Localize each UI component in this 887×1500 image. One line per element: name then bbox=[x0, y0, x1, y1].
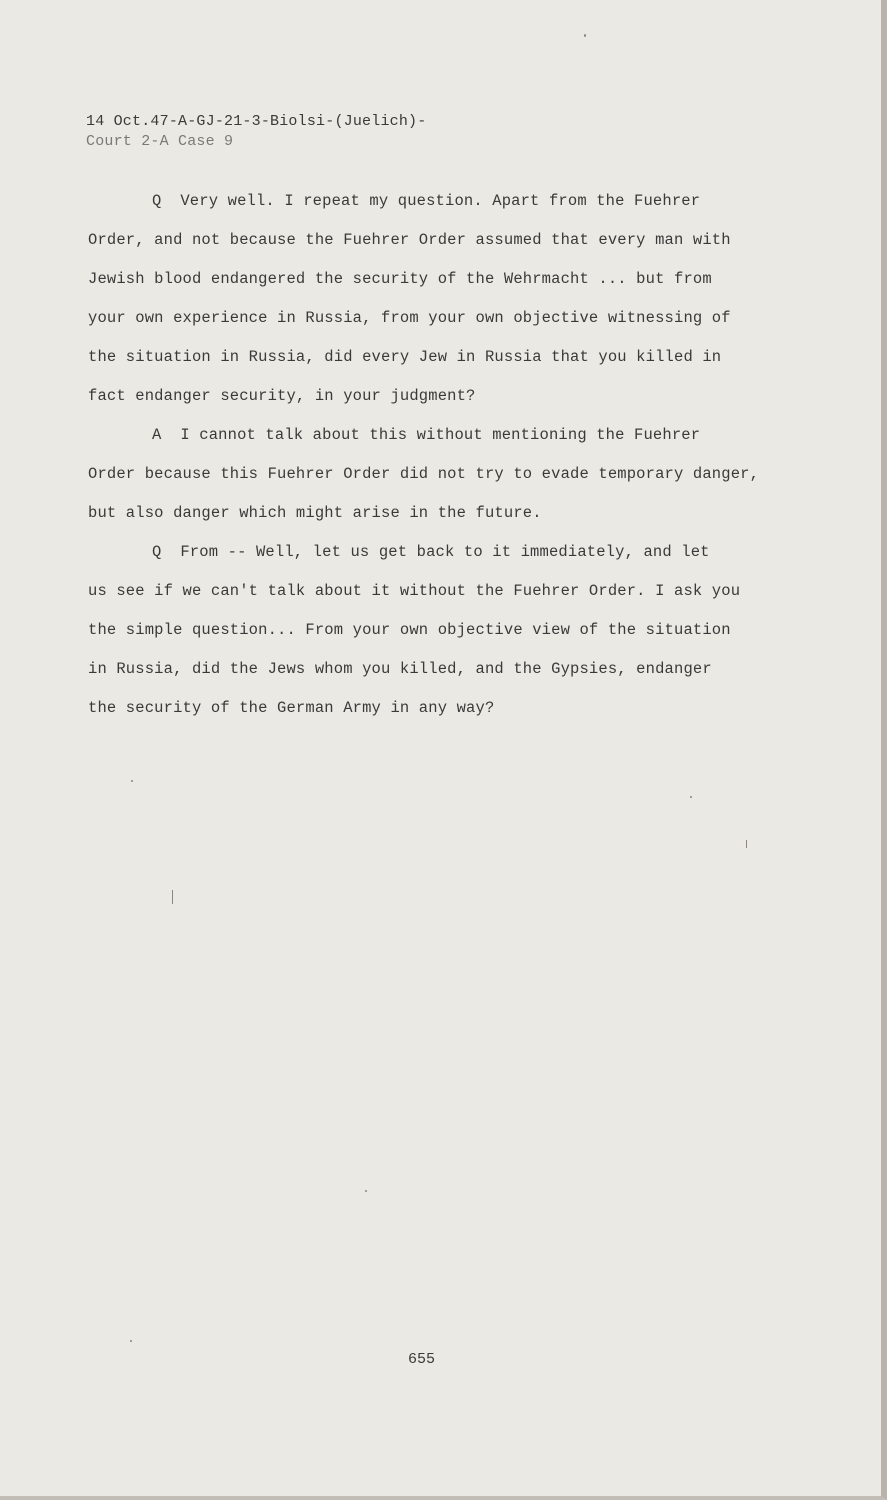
paragraph-answer-1 bbox=[88, 416, 788, 533]
text-line: us see if we can't talk about it without the Fuehrer Order. I ask you bbox=[88, 582, 741, 600]
header-line-2: Court 2-A Case 9 bbox=[86, 133, 234, 150]
text-line: your own experience in Russia, from your own objective witnessing of bbox=[88, 309, 731, 327]
paper-speck bbox=[172, 890, 173, 904]
paper-speck bbox=[584, 34, 586, 37]
paper-speck bbox=[365, 1190, 367, 1192]
text-line: but also danger which might arise in the future. bbox=[88, 504, 542, 522]
text-line: the situation in Russia, did every Jew in Russia that you killed in bbox=[88, 348, 722, 366]
document-header bbox=[86, 112, 426, 152]
header-line-1: 14 Oct.47-A-GJ-21-3-Biolsi-(Juelich)- bbox=[86, 113, 427, 130]
text-line: Order because this Fuehrer Order did not try to evade temporary danger, bbox=[88, 465, 760, 483]
text-line: the security of the German Army in any way? bbox=[88, 699, 495, 717]
text-line: Q From -- Well, let us get back to it immediately, and let bbox=[152, 543, 710, 561]
paper-speck bbox=[130, 1340, 132, 1342]
text-line: Q Very well. I repeat my question. Apart from the Fuehrer bbox=[152, 192, 701, 210]
text-line: fact endanger security, in your judgment? bbox=[88, 387, 476, 405]
page-number: 655 bbox=[407, 1351, 435, 1368]
paper-speck bbox=[690, 796, 692, 798]
text-line: the simple question... From your own objective view of the situation bbox=[88, 621, 731, 639]
text-line: A I cannot talk about this without mentioning the Fuehrer bbox=[152, 426, 701, 444]
text-line: Jewish blood endangered the security of the Wehrmacht ... but from bbox=[88, 270, 712, 288]
paragraph-question-1 bbox=[88, 182, 788, 416]
paper-speck bbox=[746, 840, 747, 848]
transcript-body bbox=[88, 182, 788, 728]
text-line: Order, and not because the Fuehrer Order assumed that every man with bbox=[88, 231, 731, 249]
paper-speck bbox=[131, 780, 133, 782]
text-line: in Russia, did the Jews whom you killed, and the Gypsies, endanger bbox=[88, 660, 712, 678]
paragraph-question-2 bbox=[88, 533, 788, 728]
